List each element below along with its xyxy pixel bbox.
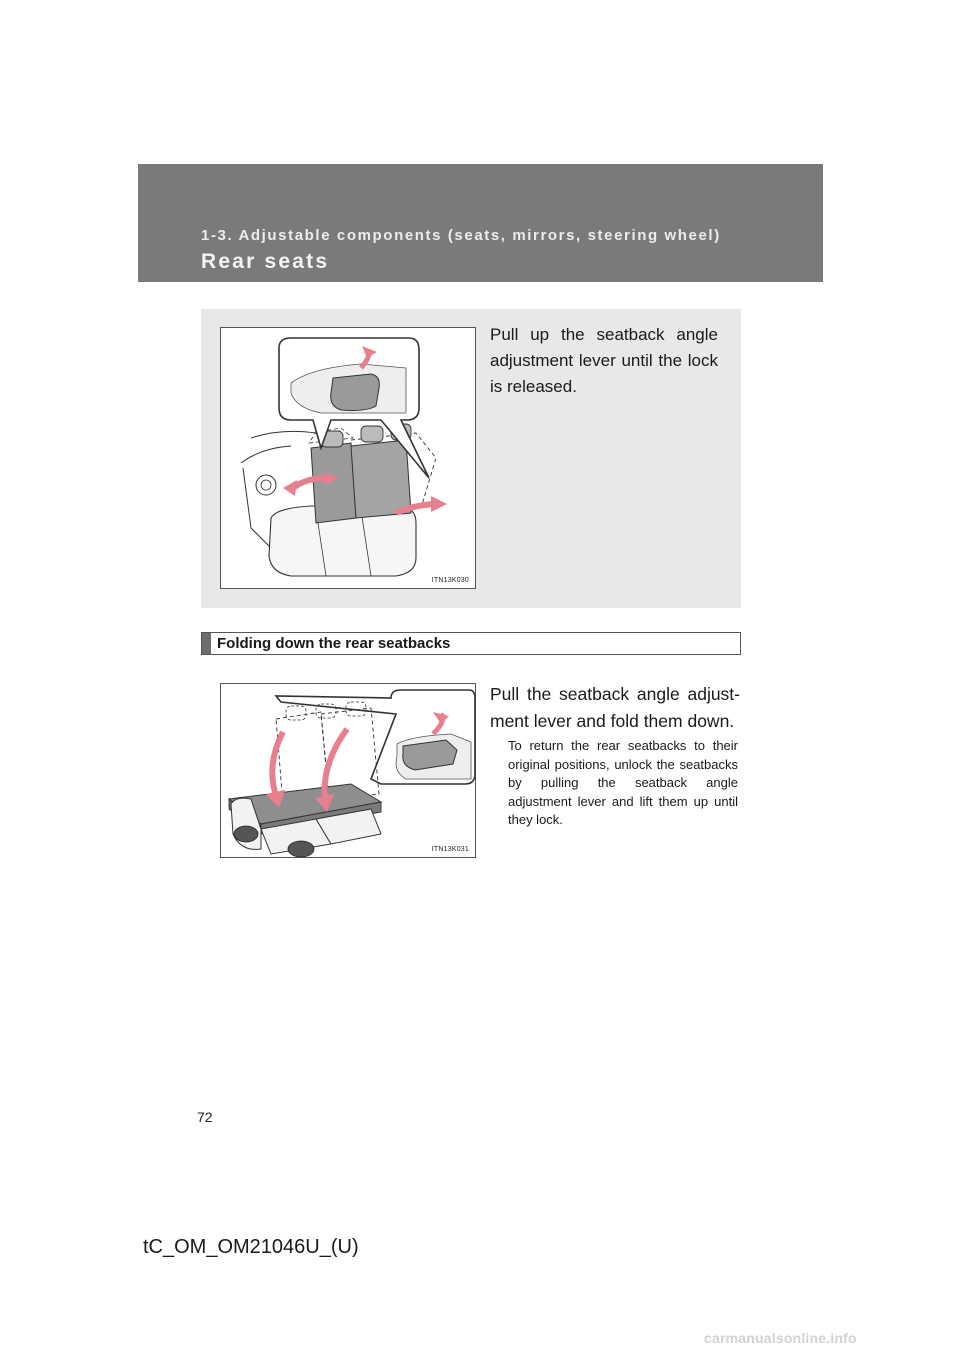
fold-section-heading (201, 632, 741, 655)
fold-instruction: Pull the seatback angle adjust-ment lever and fold them down. (490, 684, 740, 731)
heading-marker (202, 633, 211, 654)
page-number: 72 (197, 1109, 213, 1125)
seatback-adjust-figure (220, 327, 476, 589)
rear-seat-illustration (221, 328, 477, 590)
watermark: carmanualsonline.info (704, 1330, 857, 1346)
figure-code: ITN13K030 (431, 577, 469, 584)
fold-section-title: Folding down the rear seatbacks (217, 635, 451, 652)
seatback-fold-figure (220, 683, 476, 858)
page-heading: Rear seats (201, 250, 330, 273)
adjust-instruction: Pull up the seatback angle adjustment lever until the lock is released. (490, 325, 718, 396)
document-code: tC_OM_OM21046U_(U) (143, 1236, 359, 1258)
figure-code: ITN13K031 (431, 846, 469, 853)
return-note: To return the rear seatbacks to their original positions, unlock the seatbacks by pulling the seatback angle adjustment lever and lift them up until they lock. (508, 738, 738, 827)
folded-seat-illustration (221, 684, 477, 859)
section-label: 1-3. Adjustable components (seats, mirrors, steering wheel) (201, 227, 721, 244)
